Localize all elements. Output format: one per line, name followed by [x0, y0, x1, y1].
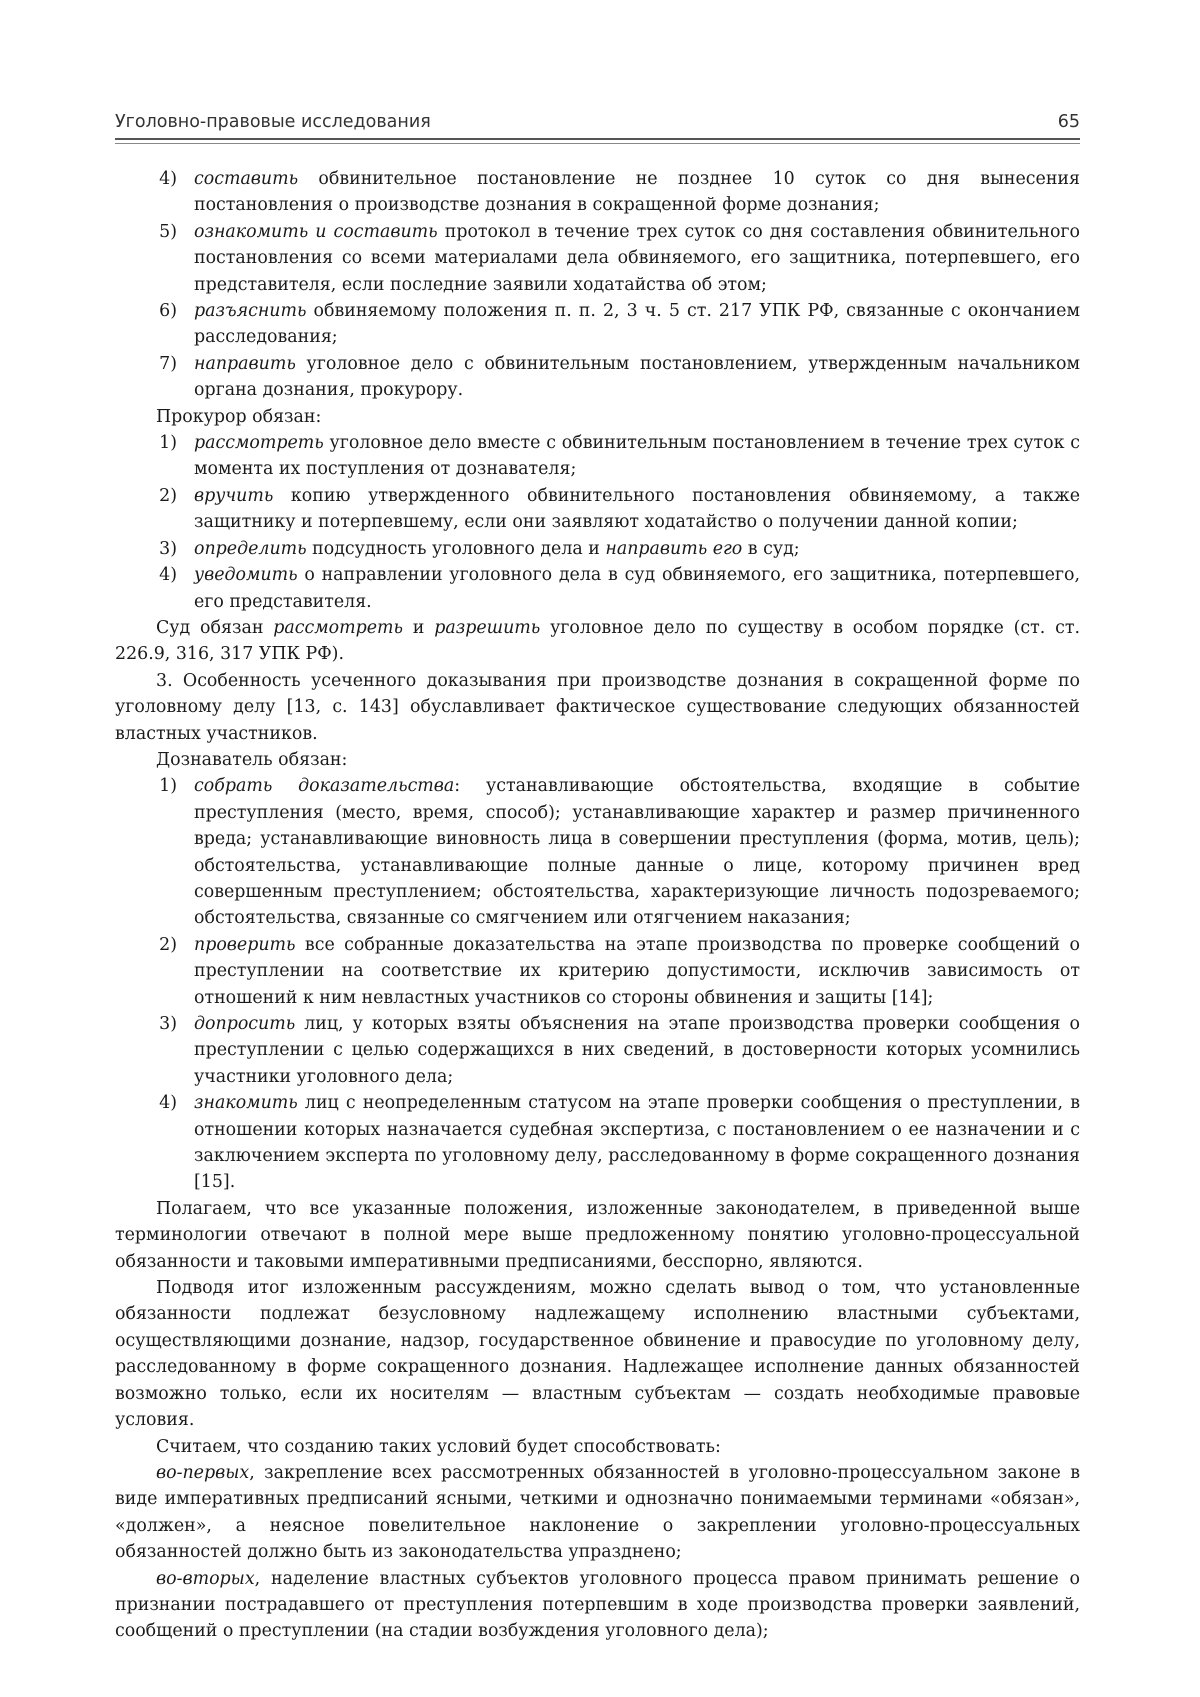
list-item	[115, 483, 1080, 536]
item-text: копию утвержденного обвинительного постановления обвиняемому, а также защитнику и потерпевшему, если они заявляют ходатайство о получении данной копии;	[194, 485, 1080, 533]
item-text: уголовное дело с обвинительным постановлением, утвержденным начальником органа дознания, прокурору.	[194, 353, 1080, 401]
item-number: 3)	[159, 1014, 177, 1034]
firstly-text: , закрепление всех рассмотренных обязанностей в уголовно-процессуальном законе в виде императивных предписаний ясными, четкими и однозначно понимаемыми терминами «обязан», «должен», а неясное повелительное наклонение о закреплении уголовно-процессуальных обязанностей должно быть из законодательства упразднено;	[115, 1462, 1080, 1563]
court-text-2: и	[402, 617, 435, 638]
item-emphasis: допросить	[194, 1014, 296, 1034]
item-text: лиц, у которых взяты объяснения на этапе производства проверки сообщения о преступлении с целью содержащихся в них сведений, в достоверности которых усомнились участники уголовного дела;	[194, 1014, 1080, 1087]
investigator-intro: Дознаватель обязан:	[156, 749, 348, 770]
item-emphasis: направить	[194, 353, 296, 374]
header-rule	[115, 138, 1080, 140]
court-paragraph	[115, 615, 1080, 668]
prosecutor-intro: Прокурор обязан:	[156, 406, 322, 427]
header-rule-thin	[115, 143, 1080, 144]
secondly-text: , наделение властных субъектов уголовного процесса правом принимать решение о признании пострадавшего от преступления потерпевшим в ходе производства проверки заявлений, сообщений о преступлении (на стадии возбуждения уголовного дела);	[115, 1568, 1080, 1642]
item-text: лиц с неопределенным статусом на этапе проверки сообщения о преступлении, в отношении которых назначается судебная экспертиза, с постановлением о ее назначении и с заключением эксперта по уголовному делу, расследованному в форме сокращенного дознания [15].	[194, 1093, 1080, 1193]
list-item	[115, 1011, 1080, 1090]
item-number: 2)	[159, 485, 177, 506]
list-item	[115, 932, 1080, 1011]
item-number: 2)	[159, 934, 177, 955]
item-text: обвиняемому положения п. п. 2, 3 ч. 5 ст. 217 УПК РФ, связанные с окончанием расследования;	[194, 301, 1080, 348]
item-emphasis: рассмотреть	[194, 433, 324, 454]
list-item	[115, 219, 1080, 298]
item-number: 4)	[159, 169, 177, 189]
item-number: 4)	[159, 1093, 177, 1114]
list-item	[115, 562, 1080, 615]
court-emphasis-1: рассмотреть	[273, 617, 403, 638]
item-number: 4)	[159, 565, 177, 586]
item-text: протокол в течение трех суток со дня составления обвинительного постановления со всеми материалами дела обвиняемого, его защитника, потерпевшего, его представителя, если последние заявили ходатайства об этом;	[194, 221, 1081, 295]
list-item	[115, 166, 1080, 219]
item-emphasis: собрать доказательства	[194, 776, 455, 797]
item-emphasis: вручить	[194, 485, 274, 506]
item-emphasis: ознакомить и составить	[194, 221, 438, 242]
paragraph-summary: Подводя итог изложенным рассуждениям, можно сделать вывод о том, что установленные обязанности подлежат безусловному надлежащему исполнению властными субъектами, осуществляющими дознание, надзор, государственное обвинение и правосудие по уголовному делу, расследованному в форме сокращенного дознания. Надлежащее исполнение данных обязанностей возможно только, если их носителям — властным субъектам — создать необходимые правовые условия.	[115, 1278, 1080, 1431]
item-emphasis: проверить	[194, 934, 296, 955]
item-number: 6)	[159, 301, 177, 322]
item-text: : устанавливающие обстоятельства, входящие в событие преступления (место, время, способ); устанавливающие характер и размер причиненного вреда; устанавливающие виновность лица в совершении преступления (форма, мотив, цель); обстоятельства, устанавливающие полные данные о лице, которому причинен вред совершенным преступлением; обстоятельства, характеризующие личность подозреваемого; обстоятельства, связанные со смягчением или отягчением наказания;	[194, 776, 1080, 929]
paragraph-firstly	[115, 1460, 1080, 1566]
list-item	[115, 773, 1080, 931]
item-number: 3)	[159, 538, 177, 559]
list-item	[115, 536, 1080, 562]
court-emphasis-2: разрешить	[434, 617, 541, 638]
item-number: 7)	[159, 353, 177, 374]
item-number: 1)	[159, 776, 177, 797]
item-text: уголовное дело вместе с обвинительным постановлением в течение трех суток с момента их поступления от дознавателя;	[194, 433, 1080, 480]
item-emphasis: определить	[194, 538, 307, 559]
court-text-1: Суд обязан	[156, 617, 274, 638]
list-item	[115, 351, 1080, 404]
firstly-emphasis: во-первых	[156, 1462, 250, 1483]
running-header	[115, 112, 1080, 132]
article-body	[115, 166, 1080, 1645]
item-number: 1)	[159, 433, 177, 454]
item-emphasis-2: направить его	[605, 538, 743, 559]
item-number: 5)	[159, 221, 177, 242]
page-number: 65	[1057, 112, 1080, 132]
paragraph-consider: Считаем, что созданию таких условий будет способствовать:	[156, 1436, 721, 1457]
item-emphasis: знакомить	[194, 1093, 298, 1114]
item-text: обвинительное постановление не позднее 10 суток со дня вынесения постановления о производстве дознания в сокращенной форме дознания;	[194, 169, 1080, 216]
item-text: все собранные доказательства на этапе производства по проверке сообщений о преступлении на соответствие их критерию допустимости, исключив зависимость от отношений к ним невластных участников со стороны обвинения и защиты [14];	[194, 934, 1080, 1008]
paragraph-3: 3. Особенность усеченного доказывания при производстве дознания в сокращенной форме по уголовному делу [13, с. 143] обуславливает фактическое существование следующих обязанностей властных участников.	[115, 670, 1080, 744]
paragraph-secondly	[115, 1566, 1080, 1645]
item-emphasis: составить	[194, 169, 299, 189]
item-emphasis: разъяснить	[194, 301, 307, 322]
paragraph-believe: Полагаем, что все указанные положения, изложенные законодателем, в приведенной выше терминологии отвечают в полной мере выше предложенному понятию уголовно-процессуальной обязанности и таковыми императивными предписаниями, бесспорно, являются.	[115, 1198, 1080, 1272]
list-item	[115, 430, 1080, 483]
secondly-emphasis: во-вторых	[156, 1568, 255, 1589]
list-item	[115, 298, 1080, 351]
court-text-3: уголовное дело по существу в особом порядке (ст. ст. 226.9, 316, 317 УПК РФ).	[115, 617, 1080, 665]
item-text: подсудность уголовного дела и	[306, 538, 606, 559]
list-item	[115, 1090, 1080, 1196]
item-emphasis: уведомить	[194, 565, 298, 586]
item-text-end: в суд;	[742, 538, 800, 559]
item-text: о направлении уголовного дела в суд обвиняемого, его защитника, потерпевшего, его представителя.	[194, 565, 1080, 612]
journal-title: Уголовно-правовые исследования	[115, 112, 431, 132]
